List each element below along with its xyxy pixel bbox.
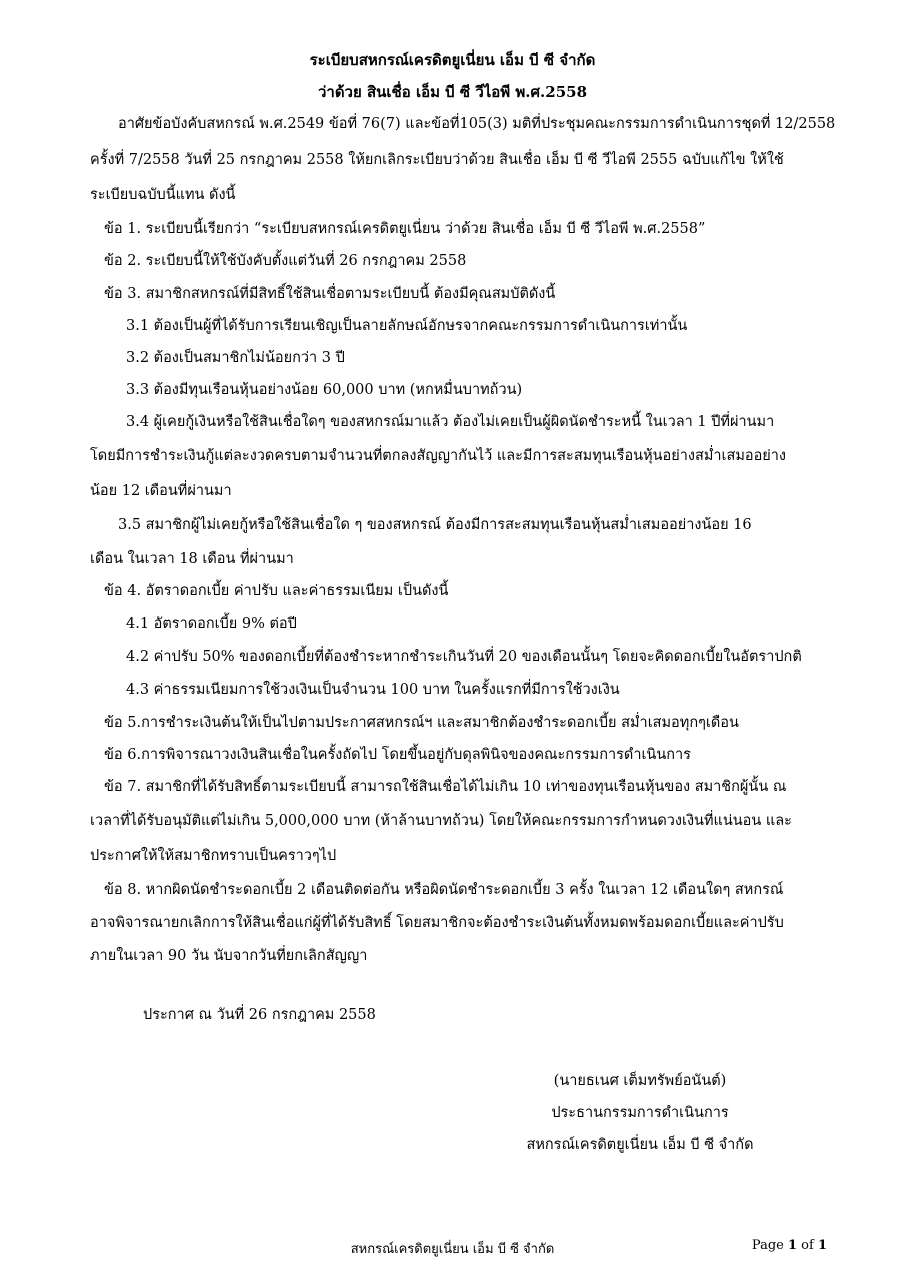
clause-7-line-3: ประกาศให้ให้สมาชิกทราบเป็นคราวๆไป [90, 848, 337, 864]
clause-3-3: 3.3 ต้องมีทุนเรือนหุ้นอย่างน้อย 60,000 บาท (หกหมื่นบาทถ้วน) [126, 382, 523, 398]
clause-4-1: 4.1 อัตราดอกเบี้ย 9% ต่อปี [126, 616, 297, 632]
clause-4-2: 4.2 ค่าปรับ 50% ของดอกเบี้ยที่ต้องชำระหากชำระเกินวันที่ 20 ของเดือนนั้นๆ โดยจะคิดดอกเบี้ยในอัตราปกติ [126, 649, 802, 665]
clause-8-line-3: ภายในเวลา 90 วัน นับจากวันที่ยกเลิกสัญญา [90, 948, 368, 964]
clause-3-4-line-1: 3.4 ผู้เคยกู้เงินหรือใช้สินเชื่อใดๆ ของสหกรณ์มาแล้ว ต้องไม่เคยเป็นผู้ผิดนัดชำระหนี้ ในเวลา 1 ปีที่ผ่านมา [126, 414, 775, 430]
document-title: ระเบียบสหกรณ์เครดิตยูเนี่ยน เอ็ม บี ซี จำกัด [309, 51, 596, 69]
clause-5: ข้อ 5.การชำระเงินต้นให้เป็นไปตามประกาศสหกรณ์ฯ และสมาชิกต้องชำระดอกเบี้ย สม่ำเสมอทุกๆเดือน [104, 715, 739, 731]
page-current: 1 [787, 1238, 798, 1253]
clause-8-line-2: อาจพิจารณายกเลิกการให้สินเชื่อแก่ผู้ที่ได้รับสิทธิ์ โดยสมาชิกจะต้องชำระเงินต้นทั้งหมดพร้อมดอกเบี้ยและค่าปรับ [90, 915, 784, 931]
page-number [752, 1238, 827, 1253]
preamble-line-1: อาศัยข้อบังคับสหกรณ์ พ.ศ.2549 ข้อที่ 76(7) และข้อที่105(3) มติที่ประชุมคณะกรรมการดำเนินการชุดที่ 12/2558 [118, 116, 836, 132]
clause-3-4-line-2: โดยมีการชำระเงินกู้แต่ละงวดครบตามจำนวนที่ตกลงสัญญากันไว้ และมีการสะสมทุนเรือนหุ้นอย่างสม่ำเสมออย่าง [90, 448, 787, 464]
preamble-line-2: ครั้งที่ 7/2558 วันที่ 25 กรกฎาคม 2558 ให้ยกเลิกระเบียบว่าด้วย สินเชื่อ เอ็ม บี ซี วีไอพี 2555 ฉบับแก้ไข ให้ใช้ [90, 152, 784, 168]
clause-3-2: 3.2 ต้องเป็นสมาชิกไม่น้อยกว่า 3 ปี [126, 350, 345, 366]
clause-3-1: 3.1 ต้องเป็นผู้ที่ได้รับการเรียนเชิญเป็นลายลักษณ์อักษรจากคณะกรรมการดำเนินการเท่านั้น [126, 318, 688, 334]
preamble-line-3: ระเบียบฉบับนี้แทน ดังนี้ [90, 187, 236, 203]
clause-2: ข้อ 2. ระเบียบนี้ให้ใช้บังคับตั้งแต่วันที่ 26 กรกฎาคม 2558 [104, 253, 467, 269]
document-subtitle: ว่าด้วย สินเชื่อ เอ็ม บี ซี วีไอพี พ.ศ.2558 [317, 83, 588, 101]
signatory-position: ประธานกรรมการดำเนินการ [551, 1105, 729, 1121]
page-word: Page [751, 1238, 784, 1253]
clause-4: ข้อ 4. อัตราดอกเบี้ย ค่าปรับ และค่าธรรมเนียม เป็นดังนี้ [104, 583, 449, 599]
clause-3-5-line-1: 3.5 สมาชิกผู้ไม่เคยกู้หรือใช้สินเชื่อใด ๆ ของสหกรณ์ ต้องมีการสะสมทุนเรือนหุ้นสม่ำเสมออย่างน้อย 16 [118, 517, 752, 533]
page-of: of [801, 1238, 814, 1253]
clause-3-5-line-2: เดือน ในเวลา 18 เดือน ที่ผ่านมา [90, 551, 294, 567]
clause-6: ข้อ 6.การพิจารณาวงเงินสินเชื่อในครั้งถัดไป โดยขึ้นอยู่กับดุลพินิจของคณะกรรมการดำเนินการ [104, 747, 691, 763]
announcement-date: ประกาศ ณ วันที่ 26 กรกฎาคม 2558 [143, 1007, 376, 1023]
clause-7-line-2: เวลาที่ได้รับอนุมัติแต่ไม่เกิน 5,000,000 บาท (ห้าล้านบาทถ้วน) โดยให้คณะกรรมการกำหนดวงเงินที่แน่นอน และ [90, 813, 792, 829]
signatory-organization: สหกรณ์เครดิตยูเนี่ยน เอ็ม บี ซี จำกัด [526, 1137, 754, 1153]
clause-8-line-1: ข้อ 8. หากผิดนัดชำระดอกเบี้ย 2 เดือนติดต่อกัน หรือผิดนัดชำระดอกเบี้ย 3 ครั้ง ในเวลา 12 เดือนใดๆ สหกรณ์ [104, 882, 784, 898]
clause-3-4-line-3: น้อย 12 เดือนที่ผ่านมา [90, 483, 232, 499]
clause-4-3: 4.3 ค่าธรรมเนียมการใช้วงเงินเป็นจำนวน 100 บาท ในครั้งแรกที่มีการใช้วงเงิน [126, 682, 620, 698]
clause-7-line-1: ข้อ 7. สมาชิกที่ได้รับสิทธิ์ตามระเบียบนี้ สามารถใช้สินเชื่อได้ไม่เกิน 10 เท่าของทุนเรือนหุ้นของ สมาชิกผู้นั้น ณ [104, 779, 787, 795]
footer-organization: สหกรณ์เครดิตยูเนี่ยน เอ็ม บี ซี จำกัด [350, 1242, 555, 1257]
clause-1: ข้อ 1. ระเบียบนี้เรียกว่า “ระเบียบสหกรณ์เครดิตยูเนี่ยน ว่าด้วย สินเชื่อ เอ็ม บี ซี วีไอพี พ.ศ.2558” [104, 221, 706, 237]
page-total: 1 [817, 1238, 827, 1253]
clause-3: ข้อ 3. สมาชิกสหกรณ์ที่มีสิทธิ์ใช้สินเชื่อตามระเบียบนี้ ต้องมีคุณสมบัติดังนี้ [104, 286, 556, 302]
signatory-name: (นายธเนศ เต็มทรัพย์อนันต์) [553, 1073, 727, 1089]
